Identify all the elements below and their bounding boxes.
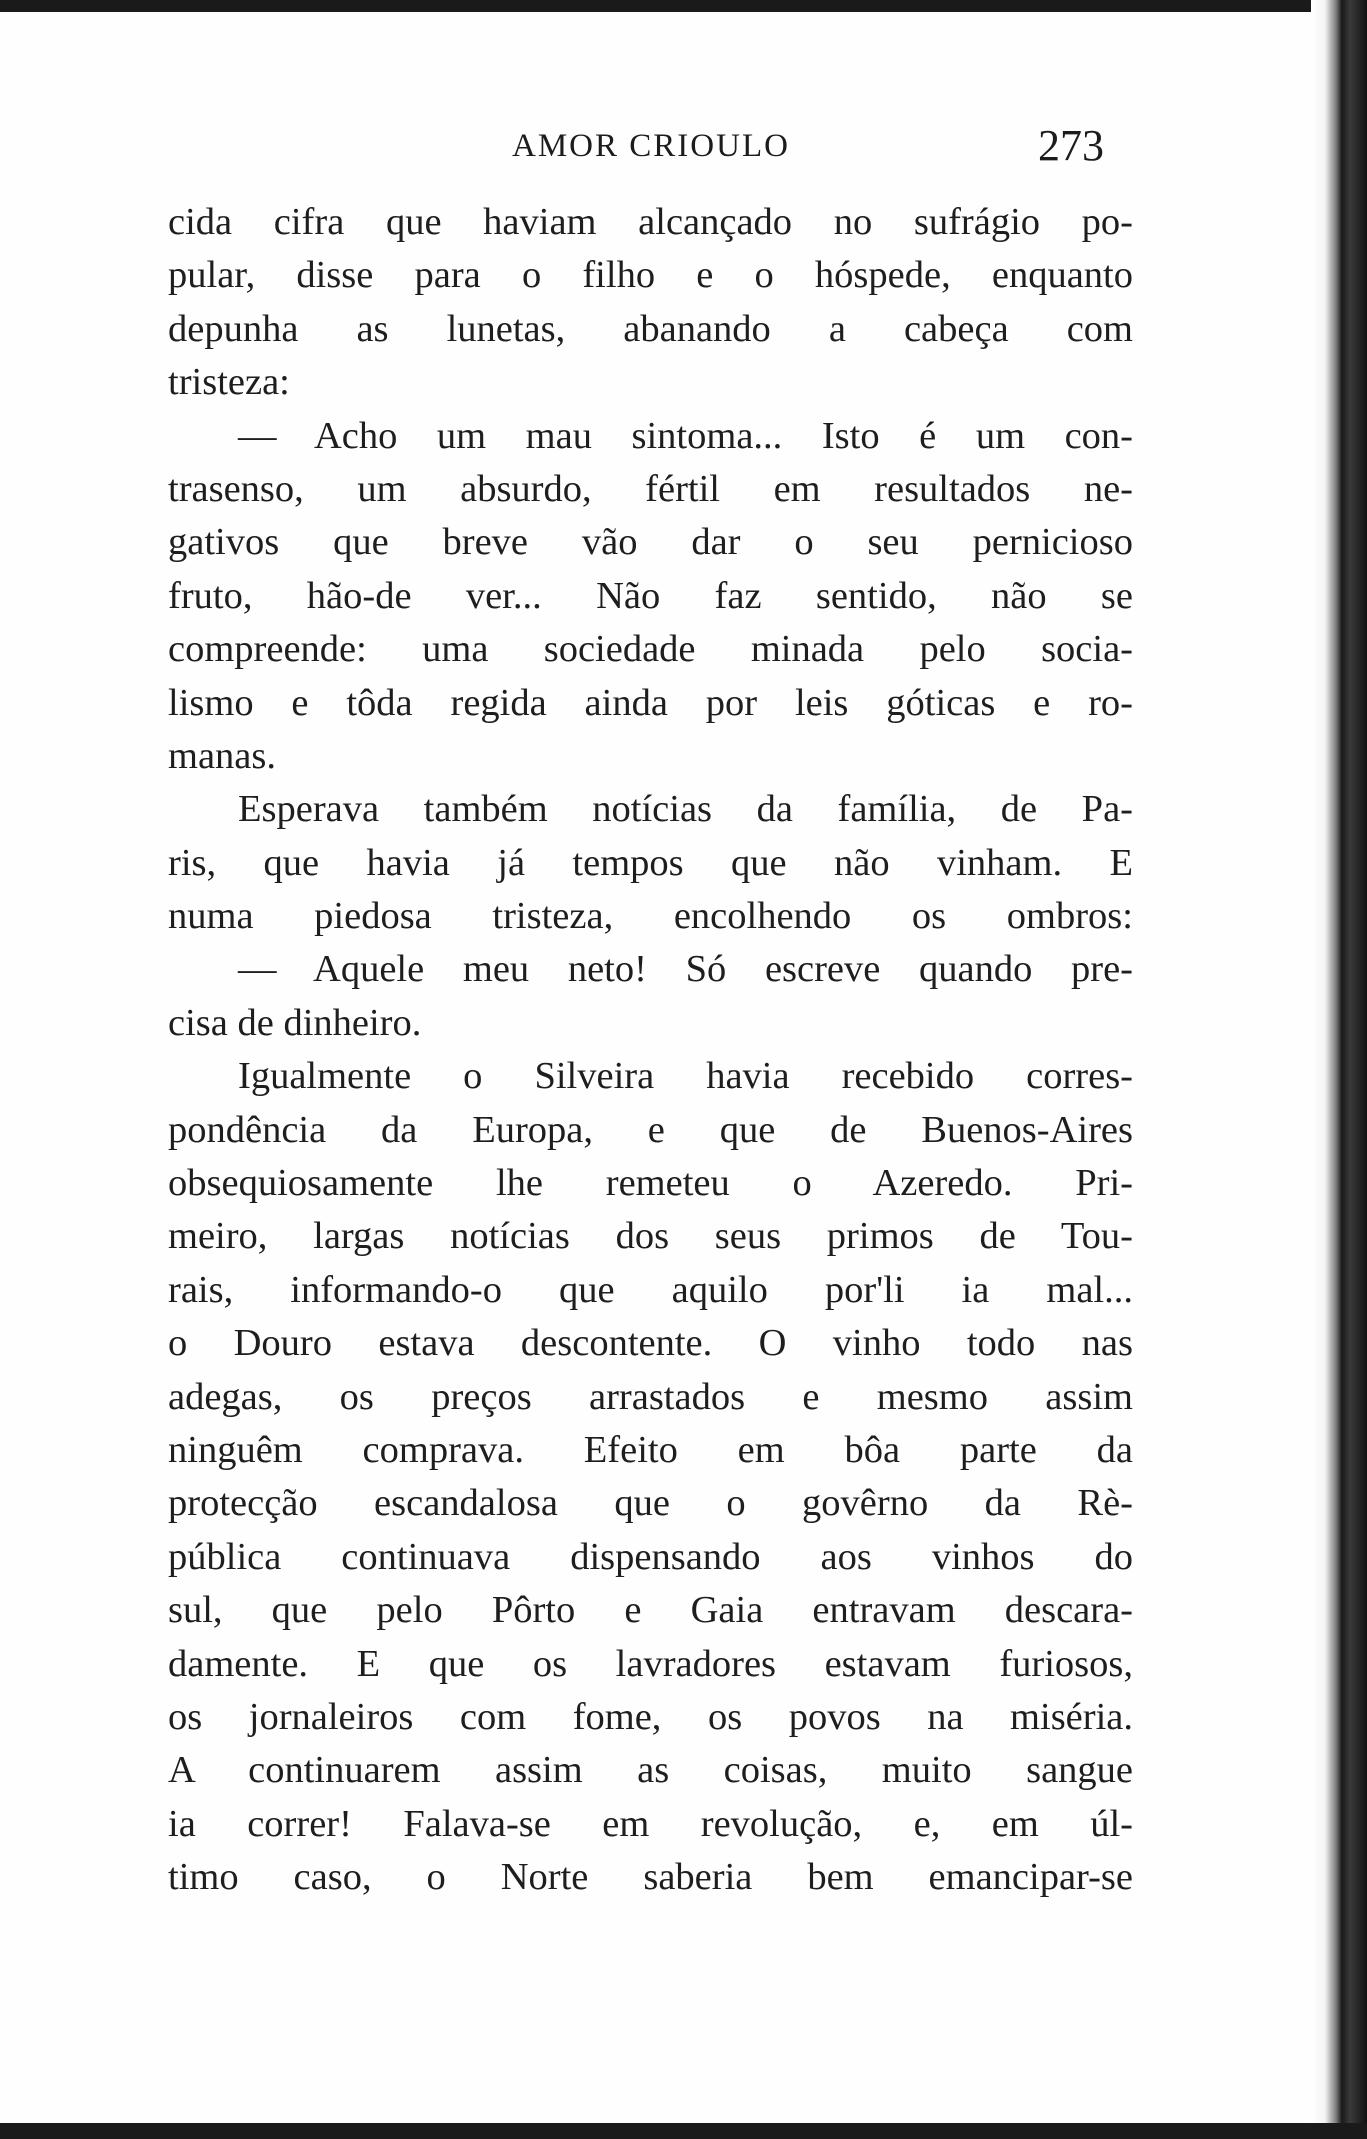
body-text	[168, 196, 1133, 1905]
text-line: damente. E que os lavradores estavam furiosos,	[168, 1642, 1133, 1685]
text-line: os jornaleiros com fome, os povos na miséria.	[168, 1695, 1133, 1738]
text-line: ris, que havia já tempos que não vinham. E	[168, 841, 1133, 884]
text-line: Esperava também notícias da família, de Pa-	[238, 788, 1133, 831]
text-line: pular, disse para o filho e o hóspede, enquanto	[168, 254, 1133, 297]
running-head	[0, 120, 1367, 180]
text-line: adegas, os preços arrastados e mesmo assim	[168, 1375, 1133, 1418]
top-edge-shadow	[0, 0, 1330, 12]
text-line: trasenso, um absurdo, fértil em resultados ne-	[168, 467, 1133, 510]
text-line: ia correr! Falava-se em revolução, e, em úl-	[168, 1802, 1133, 1845]
text-line: compreende: uma sociedade minada pelo socia-	[168, 628, 1133, 671]
text-line: pública continuava dispensando aos vinhos do	[168, 1535, 1133, 1578]
text-line: sul, que pelo Pôrto e Gaia entravam descara-	[168, 1589, 1133, 1632]
text-line: obsequiosamente lhe remeteu o Azeredo. Pri-	[168, 1162, 1133, 1205]
text-line: gativos que breve vão dar o seu pernicioso	[168, 521, 1133, 564]
running-title: AMOR CRIOULO	[512, 128, 790, 164]
text-line: tristeza:	[168, 361, 290, 404]
text-line: timo caso, o Norte saberia bem emancipar-se	[168, 1856, 1133, 1899]
text-line: lismo e tôda regida ainda por leis góticas e ro-	[168, 681, 1133, 724]
page-number: 273	[1038, 121, 1104, 170]
text-line: manas.	[168, 734, 276, 777]
text-line: ninguêm comprava. Efeito em bôa parte da	[168, 1428, 1133, 1471]
text-line: A continuarem assim as coisas, muito sangue	[168, 1749, 1133, 1792]
bottom-edge-shadow	[0, 2123, 1367, 2139]
text-line: pondência da Europa, e que de Buenos-Aires	[168, 1108, 1133, 1151]
text-line: Igualmente o Silveira havia recebido corres-	[238, 1055, 1133, 1098]
text-line: cisa de dinheiro.	[168, 1001, 422, 1044]
text-line: o Douro estava descontente. O vinho todo nas	[168, 1322, 1133, 1365]
text-line: — Acho um mau sintoma... Isto é um con-	[238, 414, 1133, 457]
text-line: rais, informando-o que aquilo por'li ia mal...	[168, 1268, 1133, 1311]
text-line: numa piedosa tristeza, encolhendo os ombros:	[168, 895, 1133, 938]
text-line: — Aquele meu neto! Só escreve quando pre-	[238, 948, 1133, 991]
text-line: depunha as lunetas, abanando a cabeça com	[168, 307, 1133, 350]
binding-edge-shadow	[1311, 0, 1367, 2139]
text-line: cida cifra que haviam alcançado no sufrágio po-	[168, 201, 1133, 243]
text-line: fruto, hão-de ver... Não faz sentido, não se	[168, 574, 1133, 617]
text-line: meiro, largas notícias dos seus primos de Tou-	[168, 1215, 1133, 1258]
text-line: protecção escandalosa que o govêrno da Rè-	[168, 1482, 1133, 1525]
